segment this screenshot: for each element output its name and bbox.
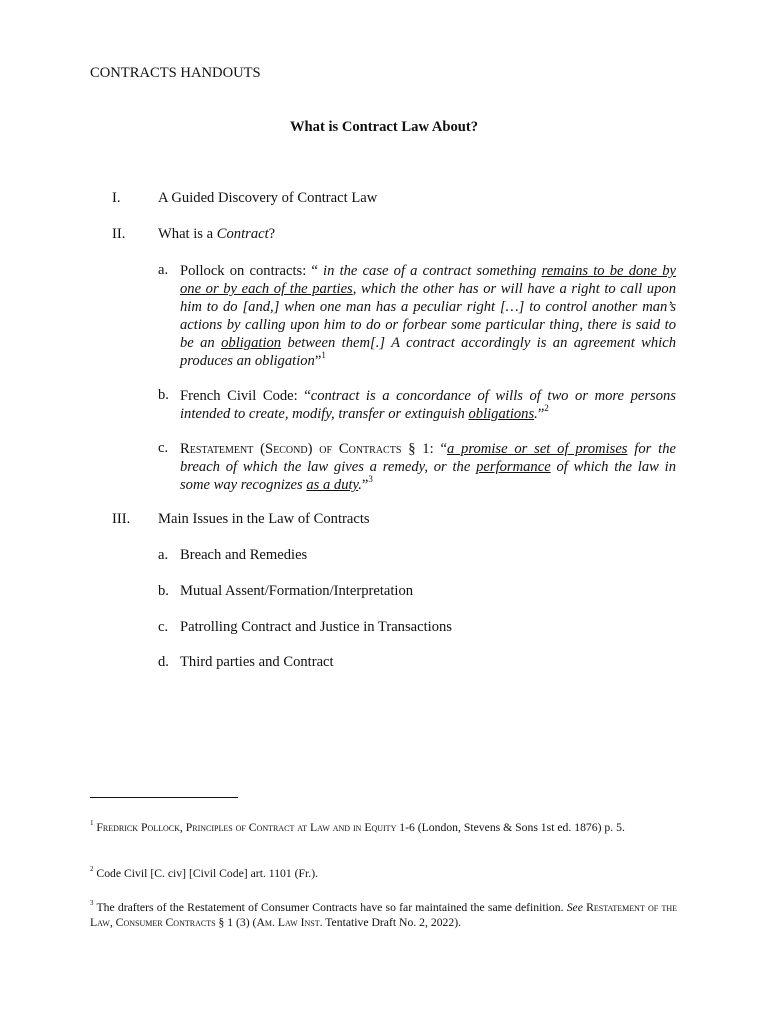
footnote-1: $^1$ Fredrick Pollock, Principles of Contract at Law and in Equity 1-6 (London, Stevens & Sons 1st ed. 1876) p. 5.	[90, 819, 625, 834]
footnote-ref: 2	[544, 403, 549, 414]
section-numeral: I.	[112, 190, 121, 206]
footnote-ref: 1	[321, 350, 326, 361]
restatement-definition: Restatement (Second) of Contracts § 1: “a promise or set of promises for the breach of which the law gives a remedy, or the performance of which the law in some way recognizes as a duty.”$^3$	[180, 441, 676, 493]
section-numeral: II.	[112, 226, 126, 242]
footnote-2: $^2$ Code Civil [C. civ] [Civil Code] art. 1101 (Fr.).	[90, 865, 319, 880]
footnote-3: $^3$ The drafters of the Restatement of Consumer Contracts have so far maintained the same definition. See Restatement of the Law, Consumer Contracts § 1 (3) (Am. Law Inst. Tentative Draft No. 2, 2022).	[90, 899, 678, 929]
footnote-ref: 3	[368, 474, 373, 485]
list-letter: a.	[158, 262, 169, 278]
document-header: CONTRACTS HANDOUTS	[90, 65, 261, 81]
list-letter: c.	[158, 440, 169, 456]
page-title: What is Contract Law About?	[289, 119, 479, 135]
pollock-definition: Pollock on contracts: “ in the case of a contract something remains to be done by one or by each of the parties, which the other has or will have a right to call upon him to do [and,] when one man has a peculiar right […] to control another man’s actions by calling upon him to do or forbear some particular thing, there is said to be an obligation between them[.] A contract accordingly is an agreement which produces an obligation”$^1$	[180, 263, 677, 369]
list-letter: b.	[158, 387, 169, 403]
section-label: Main Issues in the Law of Contracts	[158, 511, 370, 527]
french-civil-code-definition: French Civil Code: “contract is a concordance of wills of two or more persons intended to create, modify, transfer or extinguish obligations.”$^2$	[180, 388, 676, 422]
footnote-separator	[90, 797, 238, 798]
section-numeral: III.	[112, 511, 131, 527]
section-label: What is a Contract?	[158, 226, 276, 242]
section-label: A Guided Discovery of Contract Law	[158, 190, 378, 206]
